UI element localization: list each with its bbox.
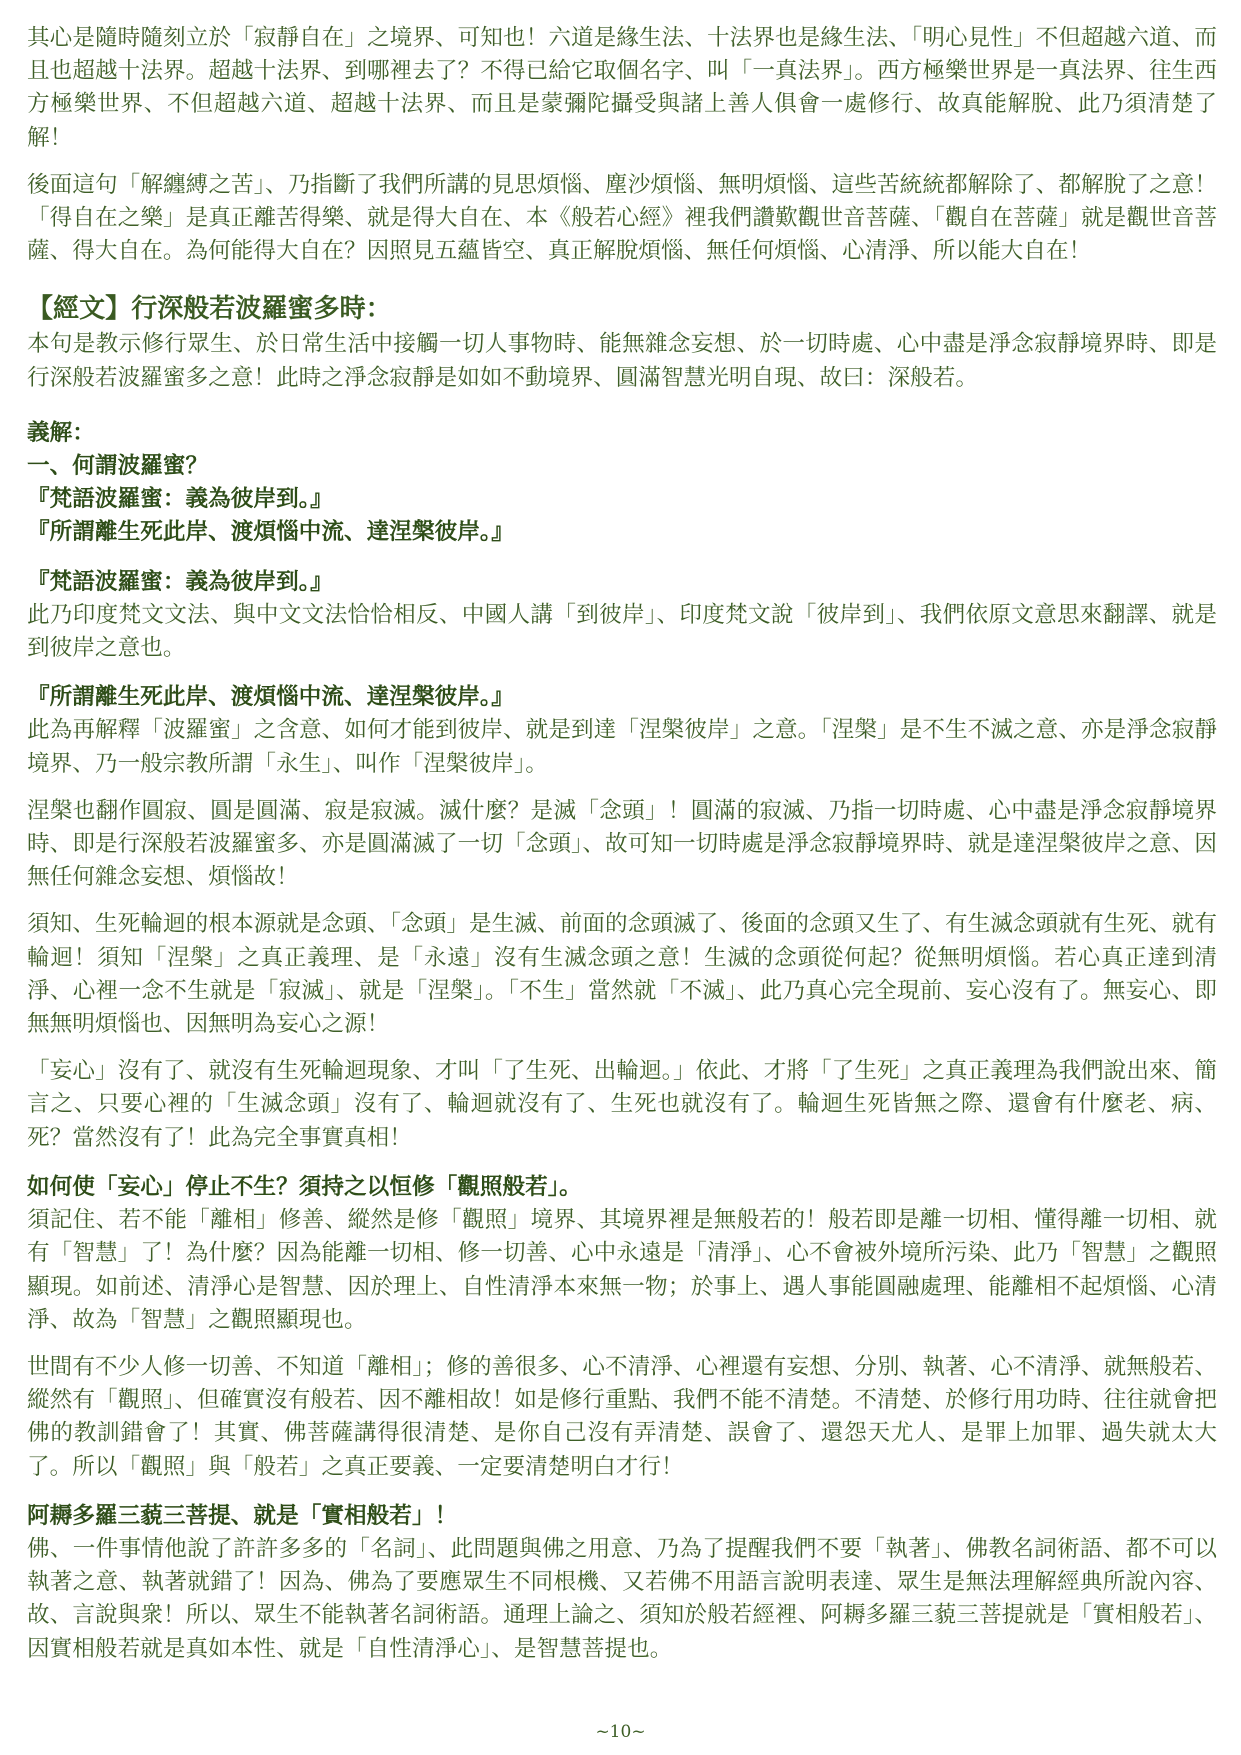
paragraph-3: 本句是教示修行眾生、於日常生活中接觸一切人事物時、能無雜念妄想、於一切時處、心中盡是淨念寂靜境界時、即是行深般若波羅蜜多之意！此時之淨念寂靜是如如不動境界、圓滿智慧光明自現、故曰：深般若。: [27, 331, 1217, 391]
paragraph-8: 「妄心」沒有了、就沒有生死輪迴現象、才叫「了生死、出輪迴。」依此、才將「了生死」之真正義理為我們說出來、簡言之、只要心裡的「生滅念頭」沒有了、輪迴就沒有了、生死也就沒有了。輪迴生死皆無之際、還會有什麼老、病、死？當然沒有了！此為完全事實真相！: [27, 1058, 1217, 1151]
document-body: [27, 22, 1217, 1666]
quote-2: 『所謂離生死此岸、渡煩惱中流、達涅槃彼岸。』: [27, 519, 514, 546]
subheading-3: 如何使「妄心」停止不生？須持之以恒修「觀照般若」。: [27, 1173, 582, 1200]
paragraph-2: 後面這句「解纏縛之苦」、乃指斷了我們所講的見思煩惱、塵沙煩惱、無明煩惱、這些苦統統都解除了、都解脫了之意！「得自在之樂」是真正離苦得樂、就是得大自在、本《般若心經》裡我們讚歎觀世音菩薩、「觀自在菩薩」就是觀世音菩薩、得大自在。為何能得大自在？因照見五蘊皆空、真正解脫煩惱、無任何煩惱、心清淨、所以能大自在！: [27, 171, 1217, 265]
subheading-1: 『梵語波羅蜜：義為彼岸到。』: [27, 568, 333, 595]
paragraph-1: 其心是隨時隨刻立於「寂靜自在」之境界、可知也！六道是緣生法、十法界也是緣生法、「明心見性」不但超越六道、而且也超越十法界。超越十法界、到哪裡去了？不得已給它取個名字、叫「一真法界」。西方極樂世界是一真法界、往生西方極樂世界、不但超越六道、超越十法界、而且是蒙彌陀攝受與諸上善人俱會一處修行、故真能解脫、此乃須清楚了解！: [27, 25, 1217, 151]
sutra-heading: 【經文】行深般若波羅蜜多時：: [27, 294, 392, 325]
paragraph-4: 此乃印度梵文文法、與中文文法恰恰相反、中國人講「到彼岸」、印度梵文說「彼岸到」、我們依原文意思來翻譯、就是到彼岸之意也。: [27, 601, 1217, 662]
page-number: ~10~: [595, 1722, 646, 1742]
yijie-label: 義解：: [27, 419, 95, 446]
paragraph-7: 須知、生死輪迴的根本源就是念頭、「念頭」是生滅、前面的念頭滅了、後面的念頭又生了、有生滅念頭就有生死、就有輪迴！須知「涅槃」之真正義理、是「永遠」沒有生滅念頭之意！生滅的念頭從何起？從無明煩惱。若心真正達到清淨、心裡一念不生就是「寂滅」、就是「涅槃」。「不生」當然就「不滅」、此乃真心完全現前、妄心沒有了。無妄心、即無無明煩惱也、因無明為妄心之源！: [27, 911, 1217, 1038]
paragraph-10: 世間有不少人修一切善、不知道「離相」；修的善很多、心不清淨、心裡還有妄想、分別、執著、心不清淨、就無般若、縱然有「觀照」、但確實沒有般若、因不離相故！如是修行重點、我們不能不清楚。不清楚、於修行用功時、往往就會把佛的教訓錯會了！其實、佛菩薩講得很清楚、是你自己沒有弄清楚、誤會了、還怨天尤人、是罪上加罪、過失就太大了。所以「觀照」與「般若」之真正要義、一定要清楚明白才行！: [27, 1353, 1217, 1480]
paragraph-9: 須記住、若不能「離相」修善、縱然是修「觀照」境界、其境界裡是無般若的！般若即是離一切相、懂得離一切相、就有「智慧」了！為什麼？因為能離一切相、修一切善、心中永遠是「清淨」、心不會被外境所污染、此乃「智慧」之觀照顯現。如前述、清淨心是智慧、因於理上、自性清淨本來無一物；於事上、遇人事能圓融處理、能離相不起煩惱、心清淨、故為「智慧」之觀照顯現也。: [27, 1207, 1217, 1333]
subheading-2: 『所謂離生死此岸、渡煩惱中流、達涅槃彼岸。』: [27, 684, 514, 711]
question-heading: 一、何謂波羅蜜？: [27, 453, 209, 480]
paragraph-11: 佛、一件事情他說了許許多多的「名詞」、此問題與佛之用意、乃為了提醒我們不要「執著」、佛教名詞術語、都不可以執著之意、執著就錯了！因為、佛為了要應眾生不同根機、又若佛不用語言說明表達、眾生是無法理解經典所說內容、故、言說與衆！所以、眾生不能執著名詞術語。通理上論之、須知於般若經裡、阿耨多羅三藐三菩提就是「實相般若」、因實相般若就是真如本性、就是「自性清淨心」、是智慧菩提也。: [27, 1535, 1217, 1662]
paragraph-5: 此為再解釋「波羅蜜」之含意、如何才能到彼岸、就是到達「涅槃彼岸」之意。「涅槃」是不生不滅之意、亦是淨念寂靜境界、乃一般宗教所謂「永生」、叫作「涅槃彼岸」。: [27, 717, 1217, 777]
quote-1: 『梵語波羅蜜：義為彼岸到。』: [27, 486, 333, 513]
paragraph-6: 涅槃也翻作圓寂、圓是圓滿、寂是寂滅。滅什麼？是滅「念頭」！圓滿的寂滅、乃指一切時處、心中盡是淨念寂靜境界時、即是行深般若波羅蜜多、亦是圓滿滅了一切「念頭」、故可知一切時處是淨念寂靜境界時、就是達涅槃彼岸之意、因無任何雜念妄想、煩惱故！: [27, 797, 1217, 891]
subheading-4: 阿耨多羅三藐三菩提、就是「實相般若」！: [27, 1502, 458, 1529]
